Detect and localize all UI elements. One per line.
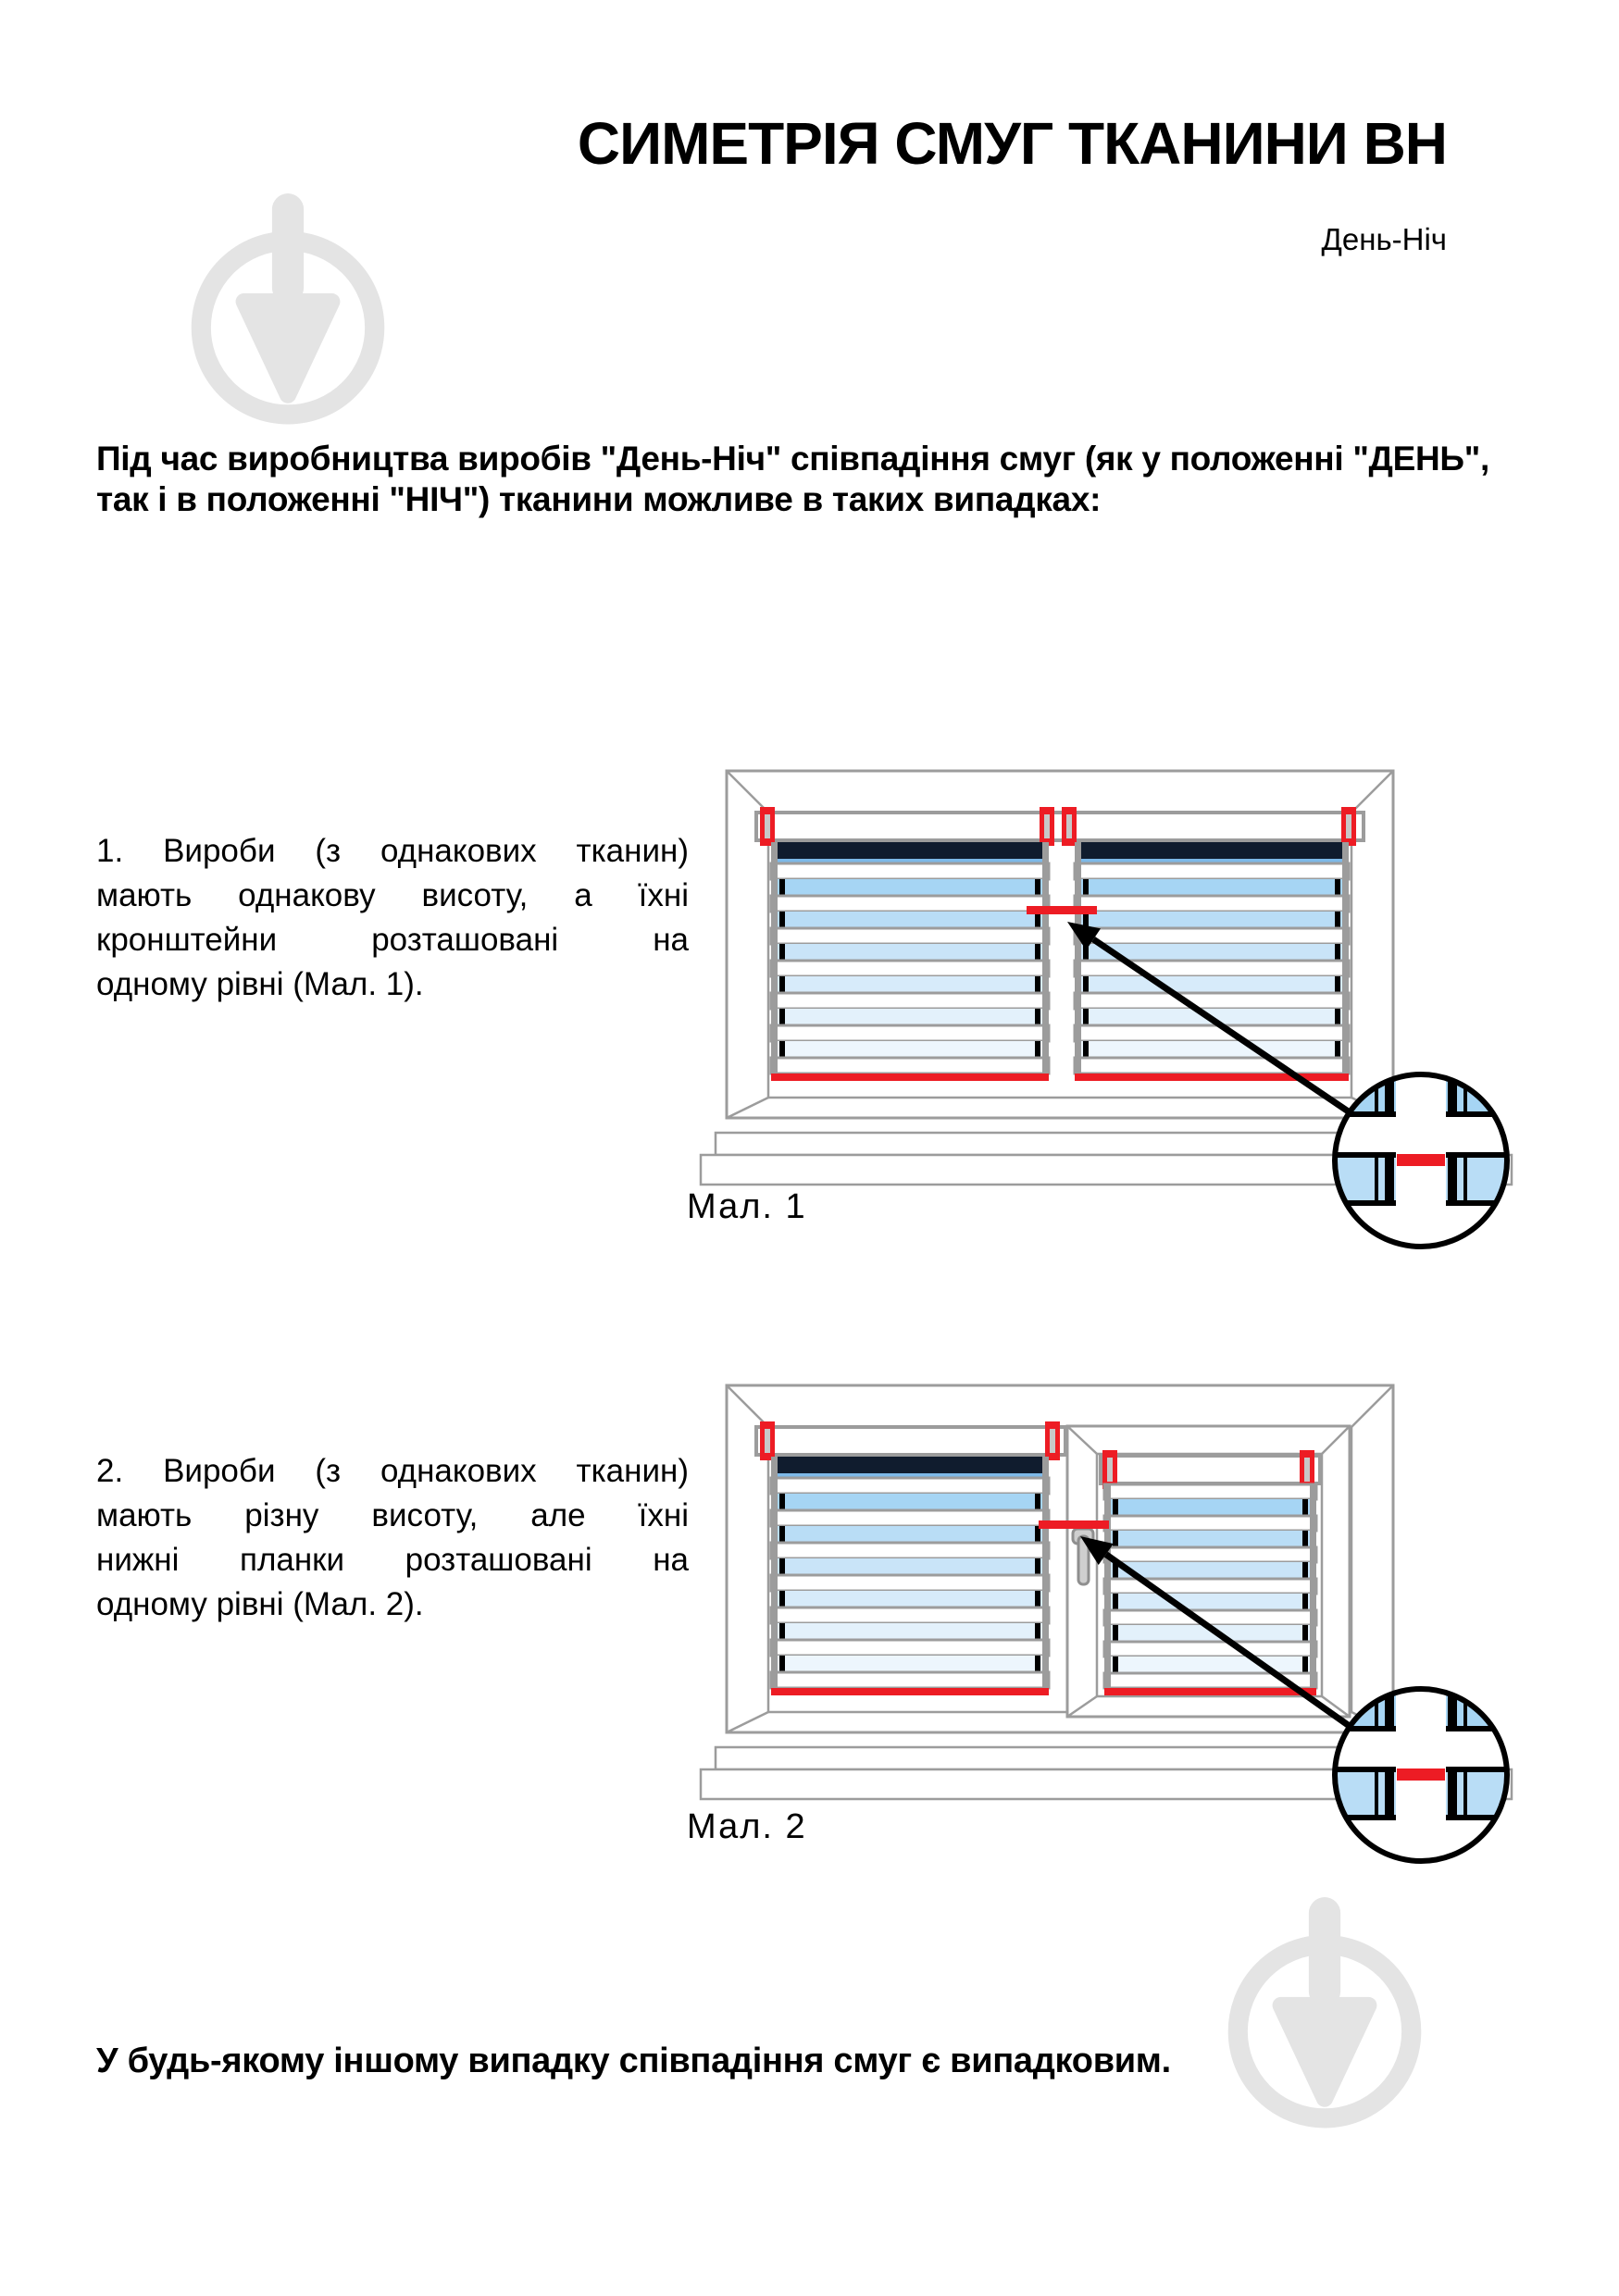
item-1-line: 1. Вироби (з однакових тканин) bbox=[96, 833, 689, 869]
item-2-line: нижні планки розташовані на bbox=[96, 1541, 689, 1578]
item-2-line: 2. Вироби (з однакових тканин) bbox=[96, 1453, 689, 1489]
footer-note: У будь-якому іншому випадку співпадіння смуг є випадковим. bbox=[96, 2042, 1171, 2080]
stripe-alignment-marker bbox=[1039, 1520, 1109, 1529]
trowel-logo-watermark bbox=[171, 188, 405, 428]
stripe-alignment-marker bbox=[1027, 906, 1097, 914]
intro-line: так і в положенні "НІЧ") тканини можливе в таких випадках: bbox=[96, 480, 1102, 519]
item-1-text bbox=[96, 829, 689, 1007]
intro-line: Під час виробництва виробів "День-Ніч" співпадіння смуг (як у положенні "ДЕНЬ", bbox=[96, 440, 1489, 478]
figure-2-window-illustration bbox=[699, 1334, 1513, 1871]
trowel-handle-icon bbox=[272, 193, 304, 304]
item-1-line: кронштейни розташовані на bbox=[96, 921, 689, 958]
blind-cassettes bbox=[756, 807, 1364, 846]
figure-1-caption: Мал. 1 bbox=[687, 1187, 807, 1226]
trowel-logo-watermark bbox=[1208, 1892, 1441, 2132]
page-title: СИМЕТРІЯ СМУГ ТКАНИНИ ВН bbox=[577, 110, 1447, 177]
trowel-blade-icon bbox=[244, 302, 332, 395]
trowel-handle-icon bbox=[1309, 1897, 1340, 2007]
figure-2-caption: Мал. 2 bbox=[687, 1807, 807, 1846]
item-2-line: одному рівні (Мал. 2). bbox=[96, 1585, 424, 1622]
figure-1-window-illustration bbox=[699, 720, 1513, 1257]
page-subtitle: День-Ніч bbox=[1321, 222, 1447, 256]
magnifier-detail bbox=[1335, 1683, 1507, 1871]
item-1-line: мають однакову висоту, а їхні bbox=[96, 876, 689, 913]
blinds bbox=[771, 1457, 1316, 1695]
item-1-line: одному рівні (Мал. 1). bbox=[96, 965, 424, 1002]
item-2-text bbox=[96, 1449, 689, 1627]
magnifier-detail bbox=[1335, 1069, 1507, 1257]
item-2-line: мають різну висоту, але їхні bbox=[96, 1496, 689, 1533]
intro-paragraph bbox=[96, 439, 1559, 521]
